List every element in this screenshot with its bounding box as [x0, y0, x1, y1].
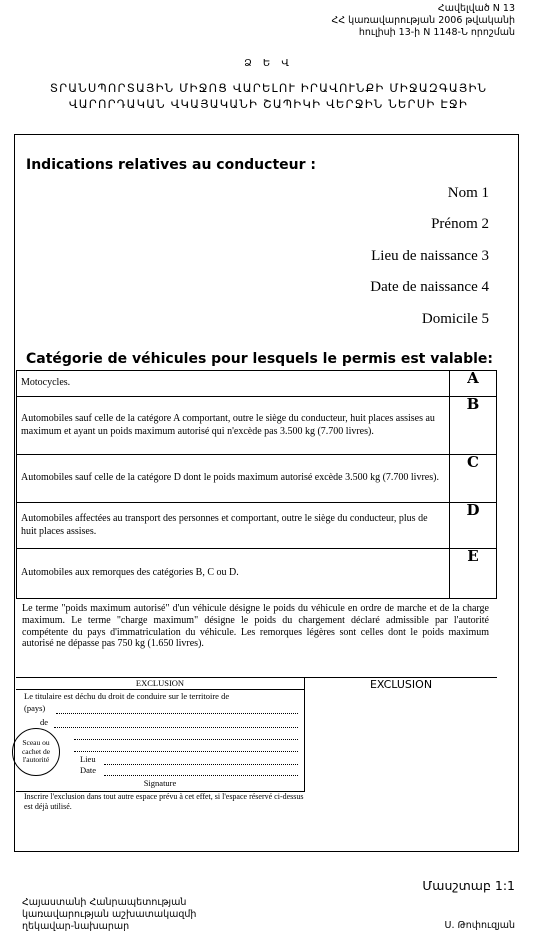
blank-line	[74, 751, 298, 752]
field-nom: Nom 1	[447, 185, 489, 201]
lieu-line	[104, 764, 298, 765]
table-row	[17, 549, 497, 599]
signatory-name: Ս. Թոփուզյան	[444, 920, 515, 931]
category-description: Automobiles sauf celle de la catégore D dont le poids maximum autorisé excède 3.500 kg (7.700 livres).	[17, 455, 450, 503]
field-lieu-naissance: Lieu de naissance 3	[371, 248, 489, 264]
category-letter: A	[450, 371, 497, 397]
exclusion-footnote: Inscrire l'exclusion dans tout autre espace prévu à cet effet, si l'espace réservé ci-dessus est déjà utilisé.	[24, 792, 304, 811]
footer-left-line1: Հայաստանի Հանրապետության	[22, 897, 187, 908]
document-title-line2: ՎԱՐՈՐԴԱԿԱՆ ՎԿԱՅԱԿԱՆԻ ՇԱՊԻԿԻ ՎԵՐՋԻՆ ՆԵՐՍԻ ԷՋԻ	[68, 97, 469, 111]
footer-left-line2: կառավարության աշխատակազմի	[22, 909, 197, 920]
pays-line	[56, 713, 298, 714]
exclusion-right-title: EXCLUSION	[369, 678, 433, 691]
scale-label: Մասշտաբ 1:1	[422, 878, 515, 893]
category-letter: D	[450, 503, 497, 549]
seal-text: Sceau ou cachet de l'autorité	[21, 738, 51, 765]
table-row	[17, 397, 497, 455]
driver-section-heading: Indications relatives au conducteur :	[26, 157, 316, 173]
weight-definition-note: Le terme "poids maximum autorisé" d'un véhicule désigne le poids du véhicule en ordre de marche et de la charge maximum. Le terme "charge maximum" désigne le poids du chargement déclaré admissible par l'autorité compétente du pays d'immatriculation du véhicule. Les remorques légères sont celles dont le poids maximum autorisé ne dépasse pas 750 kg (1.650 livres).	[22, 603, 489, 650]
annex-government-line: ՀՀ կառավարության 2006 թվականի	[331, 15, 515, 26]
table-row	[17, 371, 497, 397]
category-description: Automobiles sauf celle de la catégore A comportant, outre le siège du conducteur, huit places assises au maximum et ayant un poids maximum autorisé qui n'excède pas 3.500 kg (7.700 livres).	[17, 397, 450, 455]
exclusion-holder-text: Le titulaire est déchu du droit de conduire sur le territoire de	[24, 691, 230, 701]
exclusion-signature: Signature	[143, 778, 177, 788]
exclusion-left-title: EXCLUSION	[135, 678, 185, 688]
date-line	[104, 775, 298, 776]
exclusion-de: de	[40, 717, 49, 727]
exclusion-title-rule	[16, 689, 304, 690]
exclusion-date: Date	[80, 765, 97, 775]
footer-left-line3: ղեկավար-նախարար	[22, 921, 130, 932]
seal-circle	[12, 728, 60, 776]
exclusion-pays: (pays)	[24, 703, 46, 713]
de-line	[54, 727, 298, 728]
category-description: Automobiles affectées au transport des personnes et comportant, outre le siège du conducteur, plus de huit places assises.	[17, 503, 450, 549]
field-prenom: Prénom 2	[431, 216, 489, 232]
category-description: Automobiles aux remorques des catégories B, C ou D.	[17, 549, 450, 599]
field-date-naissance: Date de naissance 4	[370, 279, 489, 295]
category-letter: C	[450, 455, 497, 503]
table-row	[17, 455, 497, 503]
field-domicile: Domicile 5	[421, 311, 489, 327]
category-letter: B	[450, 397, 497, 455]
exclusion-divider	[304, 677, 305, 792]
category-description: Motocycles.	[17, 371, 450, 397]
form-label: Ձ Ե Վ	[244, 58, 293, 69]
document-title-line1: ՏՐԱՆՍՊՈՐՏԱՅԻՆ ՄԻՋՈՑ ՎԱՐԵԼՈՒ ԻՐԱՎՈՒՆՔԻ ՄԻՋԱԶԳԱՅԻՆ	[49, 81, 488, 95]
category-table	[16, 370, 497, 599]
table-row	[17, 503, 497, 549]
blank-line	[74, 739, 298, 740]
annex-decision-line: հուլիսի 13-ի N 1148-Ն որոշման	[358, 27, 515, 38]
annex-number: Հավելված N 13	[437, 3, 515, 14]
category-section-heading: Catégorie de véhicules pour lesquels le permis est valable:	[26, 351, 493, 367]
category-letter: E	[450, 549, 497, 599]
exclusion-lieu: Lieu	[80, 754, 96, 764]
